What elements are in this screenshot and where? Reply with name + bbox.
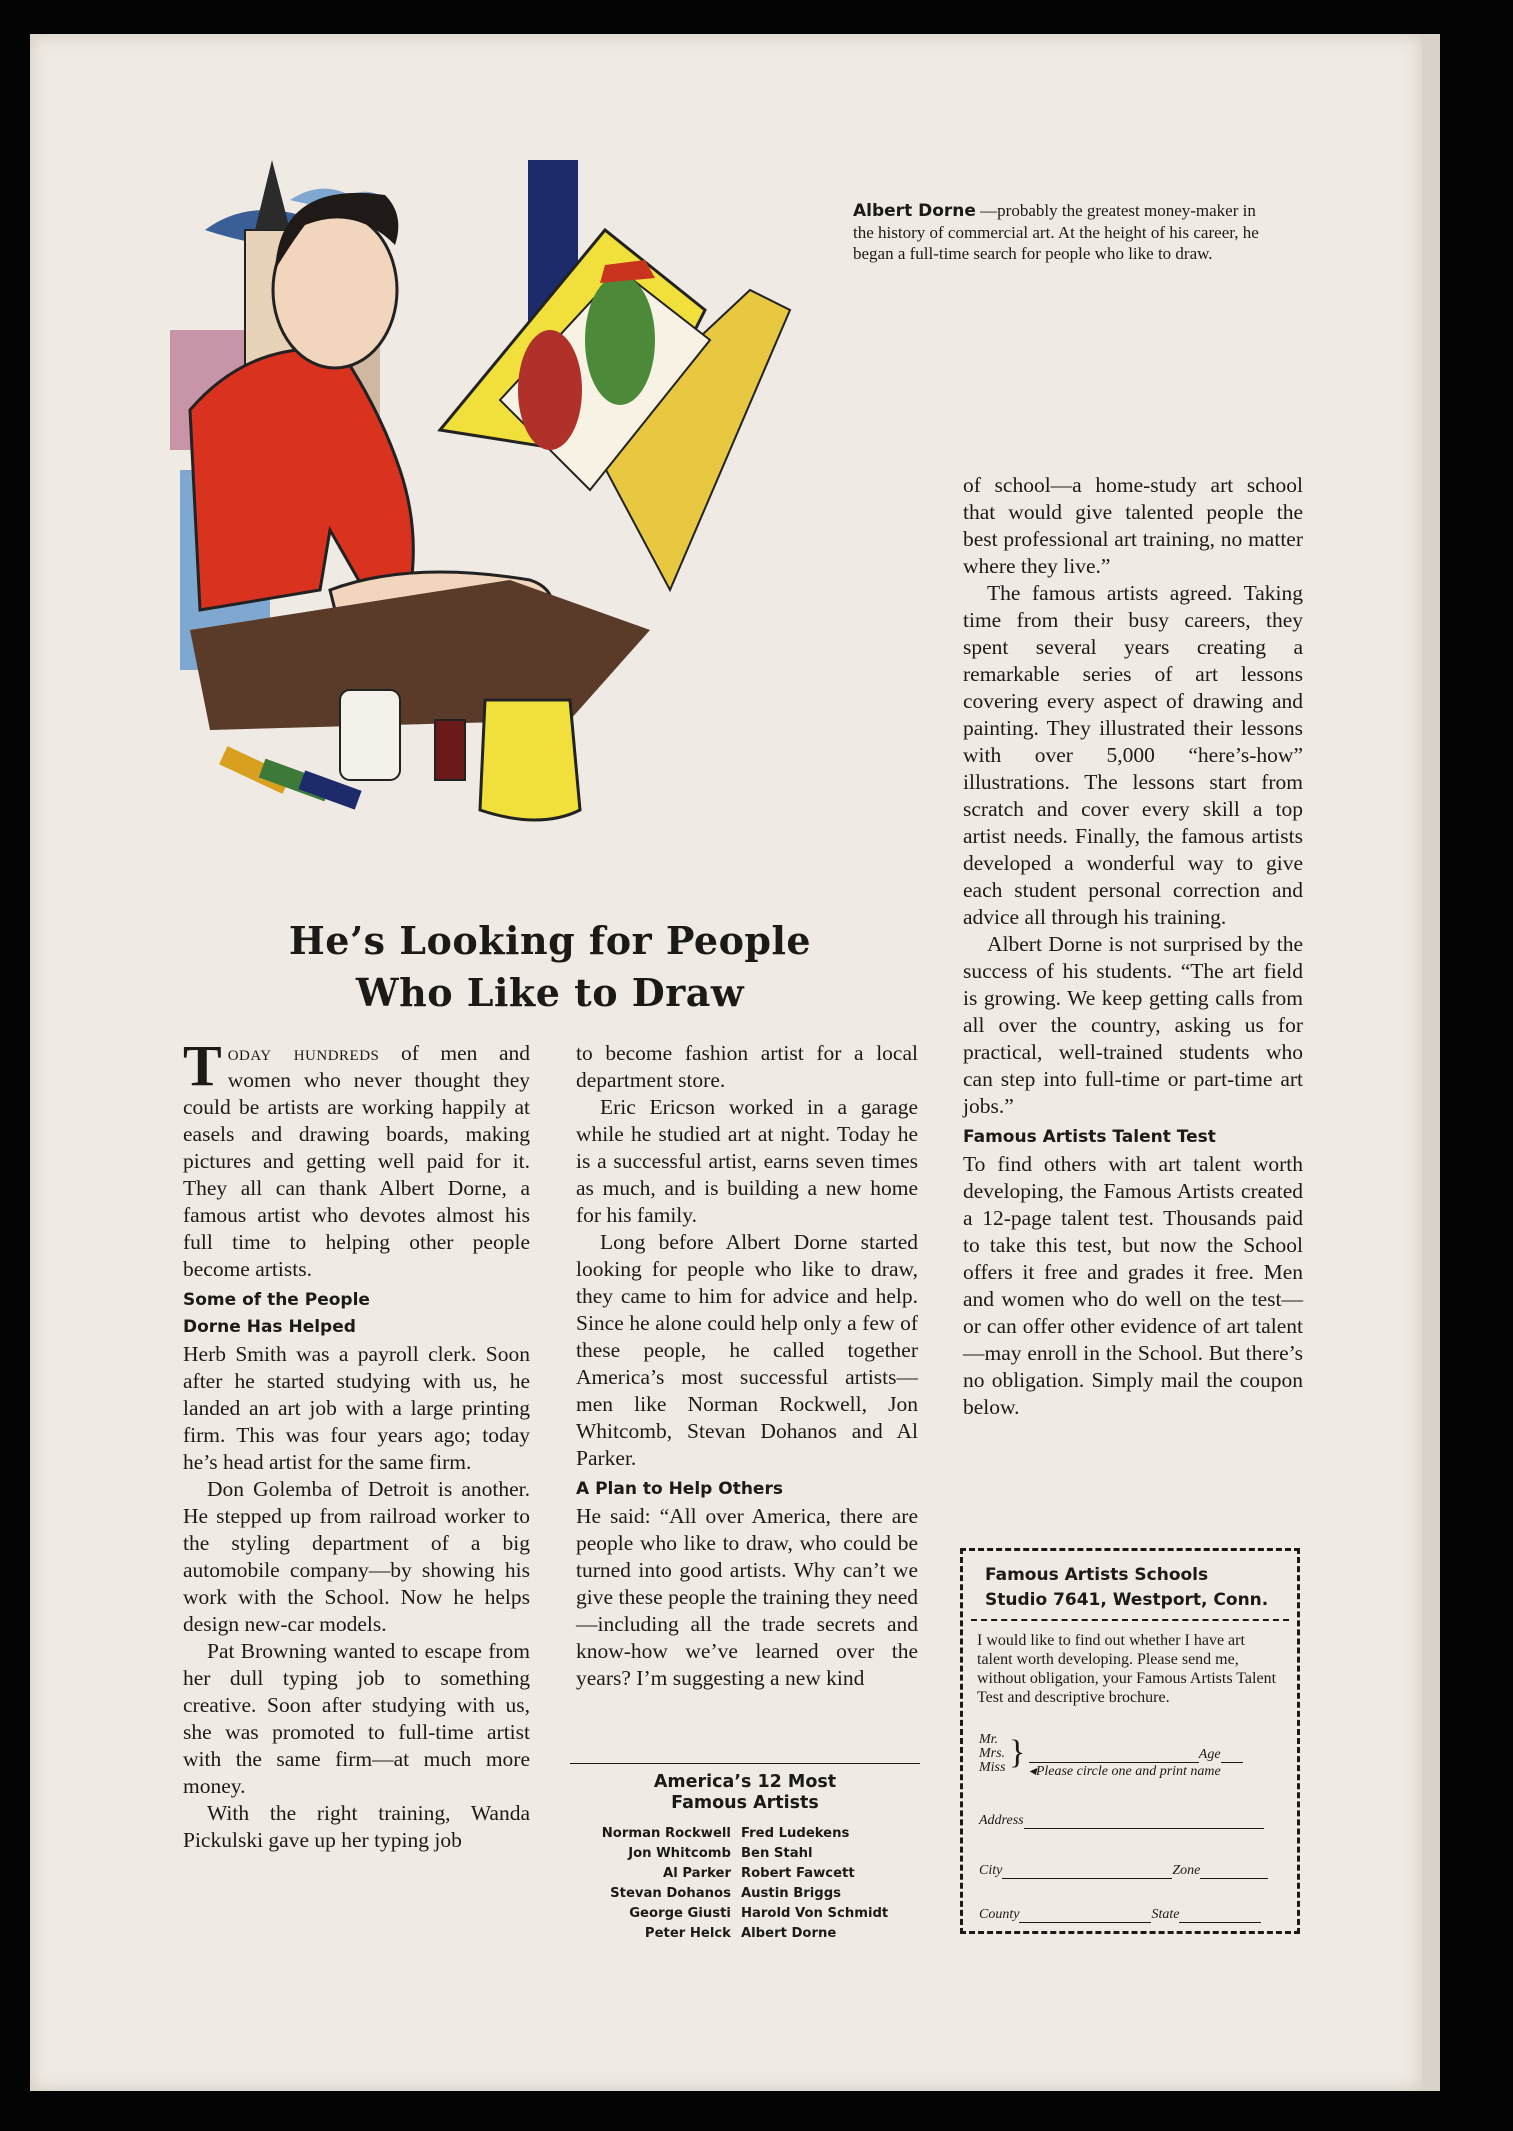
- table-row: [597, 1844, 894, 1864]
- circle-note: Please circle one and print name: [1035, 1764, 1221, 1779]
- artist-name: George Giusti: [629, 1906, 731, 1921]
- paragraph: To find others with art talent worth developing, the Famous Artists created a 12-page talent test. Thousands paid to take this test, but now the School offers it free and grades it free. Men and women who do well on the test—or can offer other evidence of art talent—may enroll in the School. But there’s no obligation. Simply mail the coupon below.: [963, 1152, 1303, 1419]
- artist-name: Harold Von Schmidt: [740, 1906, 889, 1921]
- column-2: [576, 1040, 918, 1692]
- name-line[interactable]: [1029, 1748, 1199, 1763]
- intro-paragraph: [183, 1033, 531, 1283]
- paragraph: With the right training, Wanda Pickulski gave up her typing job: [183, 1801, 530, 1852]
- zone-line[interactable]: [1200, 1864, 1268, 1879]
- paragraph-text: of men and women who never thought they could be artists are working happily at easels and drawing boards, making pictures and getting well paid for it. They all can thank Albert Dorne, a famous artist who devotes almost his full time to helping other people become artists.: [183, 1041, 531, 1281]
- table-row: [597, 1904, 894, 1924]
- caption-name: Albert Dorne: [853, 201, 976, 221]
- column-3: [963, 472, 1303, 1421]
- county-label: County: [979, 1907, 1020, 1922]
- artist-name: Ben Stahl: [740, 1846, 813, 1861]
- artist-name: Peter Helck: [644, 1926, 731, 1941]
- artist-name: Al Parker: [663, 1866, 731, 1881]
- headline-line-2: Who Like to Draw: [355, 970, 745, 1015]
- artist-name: Fred Ludekens: [740, 1826, 850, 1841]
- county-line[interactable]: [1019, 1908, 1151, 1923]
- zone-label: Zone: [1172, 1863, 1201, 1878]
- paragraph: Pat Browning wanted to escape from her dull typing job to something creative. Soon after studying with us, she was promoted to full-time artist with the same firm—at much more money.: [183, 1639, 530, 1798]
- address-field[interactable]: [979, 1813, 1281, 1829]
- state-label: State: [1151, 1907, 1180, 1922]
- artists-table: [597, 1824, 894, 1944]
- coupon-body: I would like to find out whether I have art talent worth developing. Please send me, without obligation, your Famous Artists Talent Test and descriptive brochure.: [977, 1632, 1277, 1706]
- county-field[interactable]: [979, 1907, 1281, 1923]
- table-row: [597, 1864, 894, 1884]
- artist-name: Albert Dorne: [740, 1926, 837, 1941]
- artist-illustration: [150, 160, 910, 920]
- headline: [180, 915, 920, 1019]
- famous-title-2: Famous Artists: [671, 1793, 819, 1813]
- famous-artists-list: [570, 1763, 920, 1944]
- artist-name: Austin Briggs: [740, 1886, 842, 1901]
- paragraph: to become fashion artist for a local department store.: [576, 1041, 918, 1092]
- subhead-3: Famous Artists Talent Test: [963, 1127, 1216, 1147]
- lead-small-caps: oday hundreds: [227, 1041, 380, 1065]
- coupon-address: Studio 7641, Westport, Conn.: [985, 1590, 1269, 1610]
- paragraph: The famous artists agreed. Taking time from their busy careers, they spent several years creating a remarkable series of art lessons covering every aspect of drawing and painting. They illustrated their lessons with over 5,000 “here’s-how” illustrations. The lessons start from scratch and cover every skill a top artist needs. Finally, the famous artists developed a wonderful way to give each student personal correction and advice all through his training.: [963, 581, 1303, 929]
- address-label: Address: [979, 1813, 1024, 1828]
- artist-name: Jon Whitcomb: [628, 1846, 731, 1861]
- building-spire: [255, 160, 290, 230]
- artist-name: Norman Rockwell: [601, 1826, 731, 1841]
- paint-jar-stack: [340, 690, 400, 780]
- table-row: [597, 1884, 894, 1904]
- paragraph: Eric Ericson worked in a garage while he studied art at night. Today he is a successful artist, earns seven times as much, and is building a new home for his family.: [576, 1095, 918, 1227]
- mr-label: Mr.: [979, 1732, 999, 1747]
- mrs-label: Mrs.: [979, 1746, 1006, 1761]
- subhead-1b: Dorne Has Helped: [183, 1317, 356, 1337]
- miss-label: Miss: [979, 1760, 1006, 1775]
- painted-figure-woman: [518, 330, 582, 450]
- artist-name: Stevan Dohanos: [610, 1886, 731, 1901]
- brace-icon: }: [1008, 1734, 1026, 1771]
- caption-text: —probably the greatest money-maker in the history of commercial art. At the height of his career, he began a full-time search for people who like to draw.: [853, 201, 1259, 263]
- paragraph: Albert Dorne is not surprised by the success of his students. “The art field is growing. We keep getting calls from all over the country, asking us for practical, well-trained students who can step into full-time or part-time art jobs.”: [963, 932, 1303, 1118]
- paragraph: He said: “All over America, there are people who like to draw, who could be turned into good artists. Why can’t we give these people the training they need—including all the trade secrets and know-how we’ve learned over the years? I’m suggesting a new kind: [576, 1504, 918, 1690]
- age-line[interactable]: [1221, 1748, 1243, 1763]
- subhead-2: A Plan to Help Others: [576, 1479, 783, 1499]
- state-line[interactable]: [1179, 1908, 1261, 1923]
- city-label: City: [979, 1863, 1003, 1878]
- painted-figure-man: [585, 275, 655, 405]
- paragraph: Don Golemba of Detroit is another. He stepped up from railroad worker to the styling department of a big automobile company—by showing his work with the School. Now he helps design new-car models.: [183, 1477, 530, 1636]
- city-field[interactable]: [979, 1863, 1281, 1879]
- table-row: [597, 1824, 894, 1844]
- ink-bottle: [435, 720, 465, 780]
- drop-cap: T: [183, 1033, 222, 1098]
- paragraph: of school—a home-study art school that would give talented people the best professional art training, no matter where they live.”: [963, 473, 1303, 578]
- mail-coupon[interactable]: [960, 1548, 1300, 1934]
- paragraph: Herb Smith was a payroll clerk. Soon after he started studying with us, he landed an art job with a large printing firm. This was four years ago; today he’s head artist for the same firm.: [183, 1342, 530, 1474]
- illustration-caption: [853, 200, 1273, 264]
- artist-name: Robert Fawcett: [740, 1866, 855, 1881]
- name-field[interactable]: [979, 1733, 1281, 1780]
- age-label: Age: [1198, 1747, 1221, 1762]
- arrow-left-icon: ◂: [1028, 1764, 1036, 1779]
- coupon-header: [971, 1551, 1289, 1621]
- subhead-1a: Some of the People: [183, 1290, 370, 1310]
- famous-title-1: America’s 12 Most: [653, 1772, 837, 1792]
- brush-jar: [480, 700, 580, 820]
- address-line[interactable]: [1024, 1814, 1264, 1829]
- page-edge: [1422, 34, 1440, 2091]
- paragraph: Long before Albert Dorne started looking for people who like to draw, they came to him for advice and help. Since he alone could help only a few of these people, he called together America’s most successful artists—men like Norman Rockwell, Jon Whitcomb, Stevan Dohanos and Al Parker.: [576, 1230, 918, 1470]
- headline-line-1: He’s Looking for People: [288, 918, 812, 963]
- coupon-school: Famous Artists Schools: [985, 1565, 1209, 1585]
- table-row: [597, 1924, 894, 1944]
- city-line[interactable]: [1002, 1864, 1172, 1879]
- column-1: [183, 1033, 531, 1854]
